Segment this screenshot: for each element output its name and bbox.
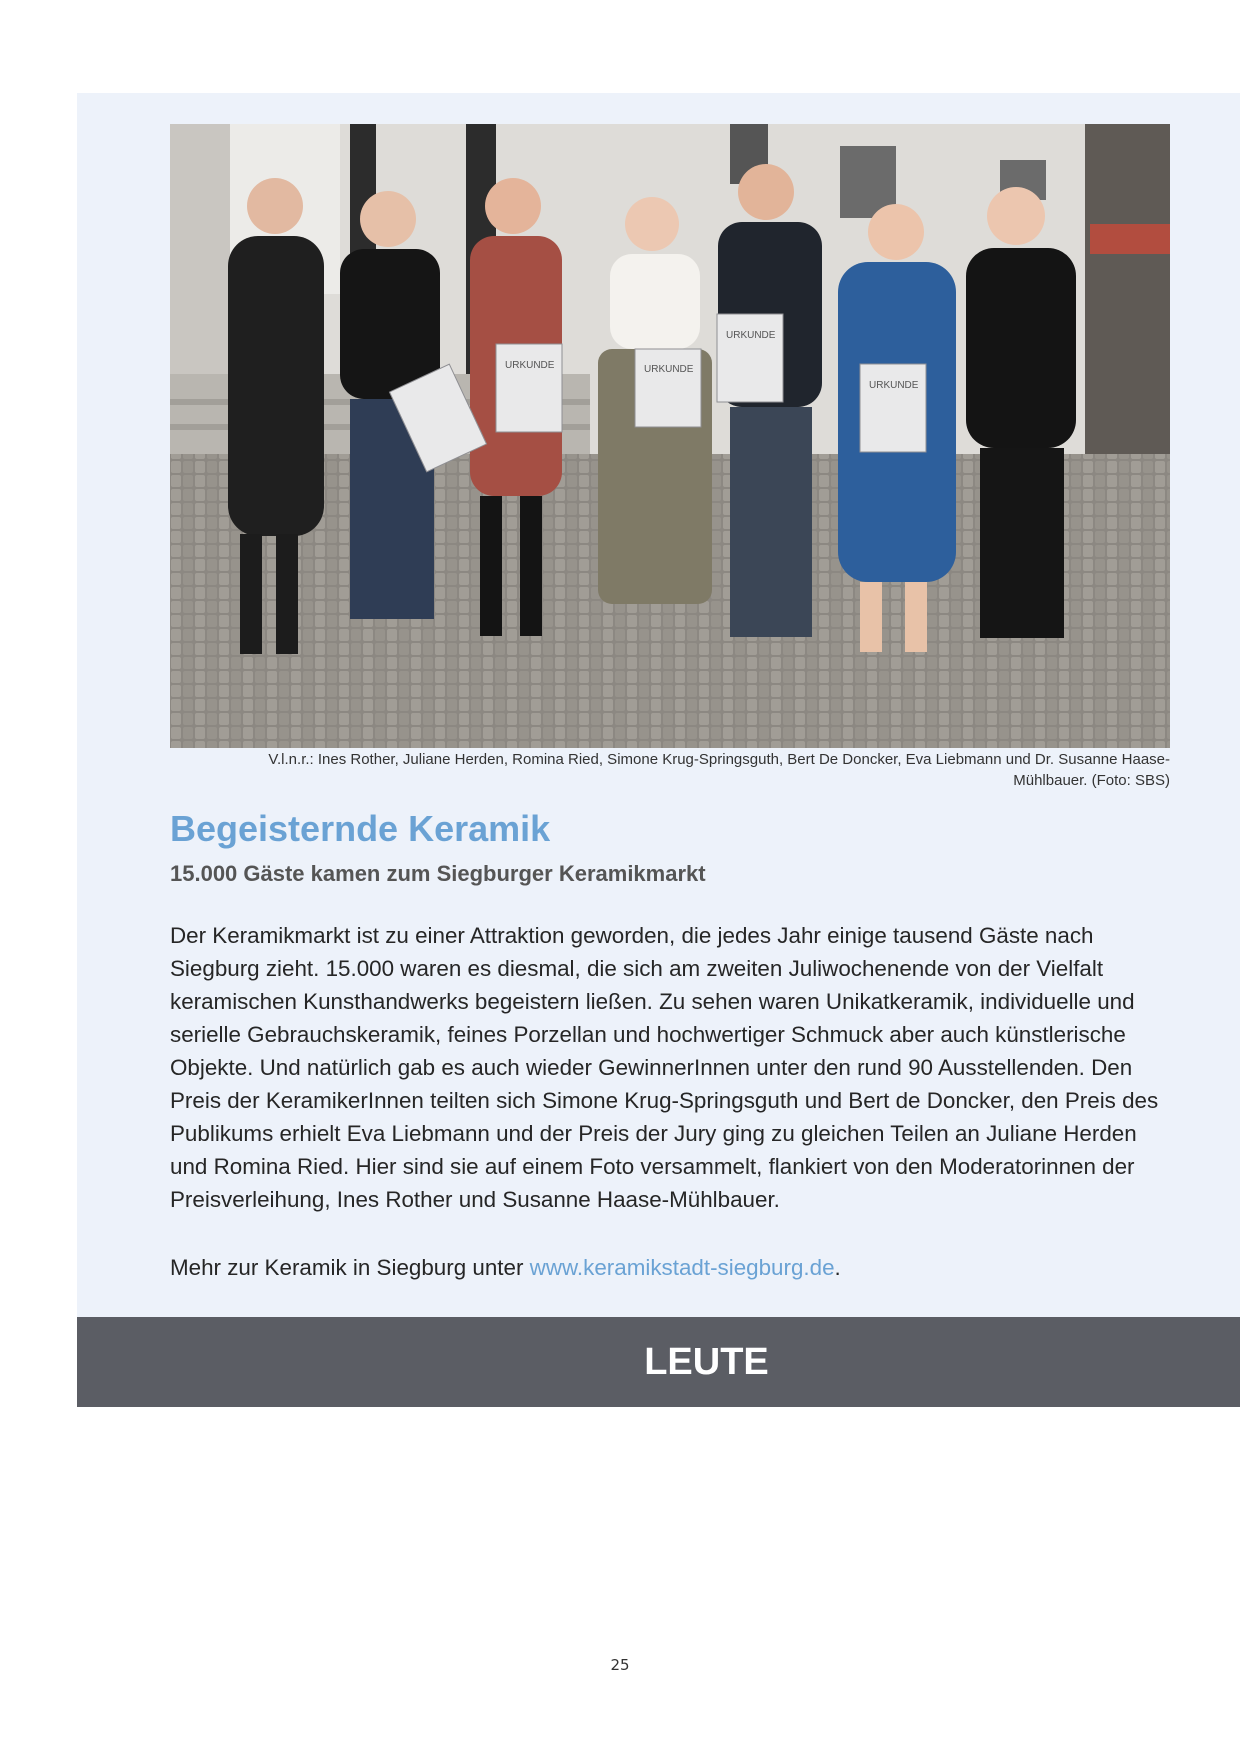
certificate-label: URKUNDE [505,360,555,371]
group-photo [170,124,1170,748]
article-more-line [170,1251,841,1284]
certificate-label: URKUNDE [869,380,919,391]
caption-line-2: Mühlbauer. (Foto: SBS) [1013,772,1170,789]
more-suffix: . [834,1255,841,1280]
more-prefix: Mehr zur Keramik in Siegburg unter [170,1255,530,1280]
section-title: LEUTE [644,1341,769,1383]
caption-line-1: V.l.n.r.: Ines Rother, Juliane Herden, Romina Ried, Simone Krug-Springsguth, Bert De Doncker, Eva Liebmann und Dr. Susanne Haase- [268,751,1170,768]
article-body: Der Keramikmarkt ist zu einer Attraktion geworden, die jedes Jahr einige tausend Gäste nach Siegburg zieht. 15.000 waren es diesmal, die sich am zweiten Juliwochenende von der Vielfalt keramischen Kunsthandwerks begeistern ließen. Zu sehen waren Unikatkeramik, individuelle und serielle Gebrauchskeramik, feines Porzellan und hochwertiger Schmuck aber auch künstlerische Objekte. Und natürlich gab es auch wieder GewinnerInnen unter den rund 90 Ausstellenden. Den Preis der KeramikerInnen teilten sich Simone Krug-Springsguth und Bert de Doncker, den Preis des Publikums erhielt Eva Liebmann und der Preis der Jury ging zu gleichen Teilen an Juliane Herden und Romina Ried. Hier sind sie auf einem Foto versammelt, flankiert von den Moderatorinnen der Preisverleihung, Ines Rother und Susanne Haase-Mühlbauer. [170,923,1159,1212]
certificate-label: URKUNDE [644,364,694,375]
page-number: 25 [610,1656,630,1674]
article-headline: Begeisternde Keramik [170,808,551,849]
photo-caption [170,749,1170,791]
keramikstadt-link[interactable]: www.keramikstadt-siegburg.de [529,1255,835,1280]
section-banner [77,1317,1240,1407]
certificate-label: URKUNDE [726,330,776,341]
article-subheadline: 15.000 Gäste kamen zum Siegburger Keramikmarkt [170,861,706,886]
photo-illustration [170,124,1170,748]
